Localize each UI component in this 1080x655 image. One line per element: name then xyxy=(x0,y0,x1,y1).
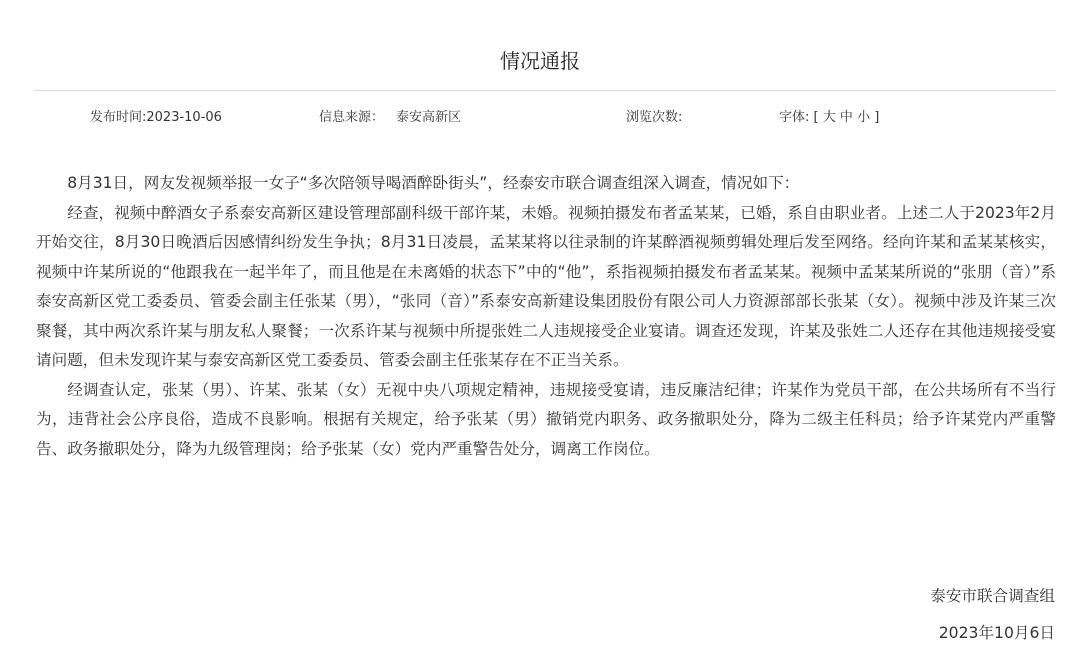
publish-time xyxy=(90,108,222,128)
view-count-label: 浏览次数: xyxy=(626,110,683,125)
font-size-label: 字体: xyxy=(779,110,810,125)
publish-time-label: 发布时间: xyxy=(90,110,147,125)
font-size-large-button[interactable]: 大 xyxy=(822,110,836,125)
article-body xyxy=(36,169,1056,464)
publish-time-value: 2023-10-06 xyxy=(146,110,222,125)
article-paragraph: 经查，视频中醉酒女子系泰安高新区建设管理部副科级干部许某，未婚。视频拍摄发布者孟某某，已婚，系自由职业者。上述二人于2023年2月开始交往，8月30日晚酒后因感情纠纷发生争执；8月31日凌晨，孟某某将以往录制的许某醉酒视频剪辑处理后发至网络。经向许某和孟某某核实，视频中许某所说的“他跟我在一起半年了，而且他是在未离婚的状态下”中的“他”，系指视频拍摄发布者孟某某。视频中孟某某所说的“张朋（音）”系泰安高新区党工委委员、管委会副主任张某（男），“张同（音）”系泰安高新建设集团股份有限公司人力资源部部长张某（女）。视频中涉及许某三次聚餐，其中两次系许某与朋友私人聚餐；一次系许某与视频中所提张姓二人违规接受企业宴请。调查还发现，许某及张姓二人还存在其他违规接受宴请问题，但未发现许某与泰安高新区党工委委员、管委会副主任张某存在不正当关系。 xyxy=(36,203,1056,369)
page-title: 情况通报 xyxy=(500,49,580,73)
font-size-open-bracket: [ xyxy=(813,110,819,125)
info-source-label: 信息来源： xyxy=(319,110,385,125)
font-size-medium-button[interactable]: 中 xyxy=(839,110,853,125)
view-count xyxy=(626,108,682,128)
title-divider xyxy=(34,90,1056,91)
signature-date: 2023年10月6日 xyxy=(938,624,1055,642)
font-size-small-button[interactable]: 小 xyxy=(857,110,871,125)
signature-organization: 泰安市联合调查组 xyxy=(930,587,1055,605)
info-source xyxy=(319,108,461,128)
article-paragraph: 8月31日，网友发视频举报一女子“多次陪领导喝酒醉卧街头”，经泰安市联合调查组深入调查，情况如下： xyxy=(67,174,800,192)
font-size-control xyxy=(779,108,879,128)
article-paragraph: 经调查认定，张某（男）、许某、张某（女）无视中央八项规定精神，违规接受宴请，违反廉洁纪律；许某作为党员干部，在公共场所有不当行为，违背社会公序良俗，造成不良影响。根据有关规定，给予张某（男）撤销党内职务、政务撤职处分，降为二级主任科员；给予许某党内严重警告、政务撤职处分，降为九级管理岗；给予张某（女）党内严重警告处分，调离工作岗位。 xyxy=(36,380,1056,458)
info-source-value: 泰安高新区 xyxy=(396,110,462,125)
font-size-close-bracket: ] xyxy=(874,110,880,125)
